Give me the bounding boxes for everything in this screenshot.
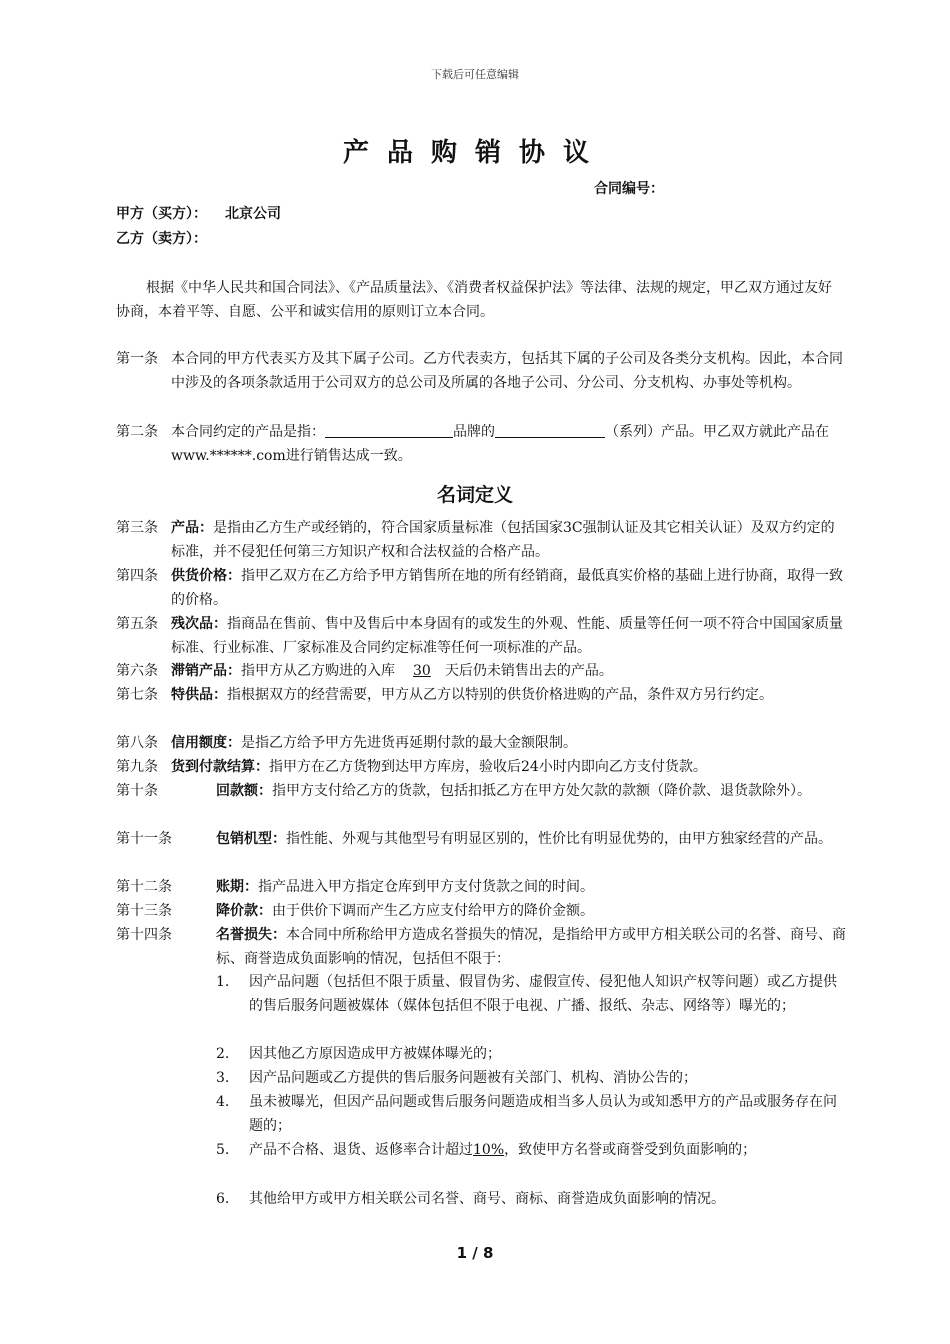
clause-11	[116, 828, 846, 852]
clause-number: 第一条	[116, 351, 158, 367]
brand-blank	[325, 422, 453, 438]
clause-number: 第九条	[116, 759, 158, 775]
clause-text: 指甲方在乙方货物到达甲方库房，验收后24小时内即向乙方支付货款。	[269, 759, 707, 775]
term: 特供品：	[171, 687, 227, 703]
term: 包销机型：	[216, 831, 286, 847]
term: 回款额：	[216, 783, 272, 799]
clause-2-part-3: （系列）产品。甲乙双方就此产品在www.******.com进行销售达成一致。	[171, 424, 829, 464]
list-item-5-part-2: ，致使甲方名誉或商誉受到负面影响的；	[504, 1142, 757, 1158]
clause-text	[171, 421, 846, 468]
clause-text: 指商品在售前、售中及售后中本身固有的或发生的外观、性能、质量等任何一项不符合中国国家质量标准、行业标准、厂家标准及合同约定标准等任何一项标准的产品。	[171, 616, 843, 656]
list-item	[216, 1139, 846, 1163]
clause-number: 第十一条	[116, 831, 172, 847]
list-item-number: 2.	[216, 1046, 230, 1062]
clause-3	[116, 517, 846, 564]
list-item-number: 5.	[216, 1142, 230, 1158]
clause-number: 第四条	[116, 568, 158, 584]
definitions-heading: 名词定义	[436, 484, 513, 506]
unsold-days-value: 30	[413, 663, 431, 679]
clause-number: 第三条	[116, 520, 158, 536]
clause-number: 第五条	[116, 616, 158, 632]
clause-text: 指性能、外观与其他型号有明显区别的，性价比有明显优势的，由甲方独家经营的产品。	[286, 831, 832, 847]
clause-text: 本合同的甲方代表买方及其下属子公司。乙方代表卖方，包括其下属的子公司及各类分支机构。因此，本合同中涉及的各项条款适用于公司双方的总公司及所属的各地子公司、分公司、分支机构、办事处等机构。	[171, 351, 843, 391]
clause-number: 第十二条	[116, 879, 172, 895]
clause-2	[116, 421, 846, 468]
clause-9	[116, 756, 846, 780]
clause-text: 指根据双方的经营需要，甲方从乙方以特别的供货价格进购的产品，条件双方另行约定。	[227, 687, 773, 703]
clause-text: 本合同中所称给甲方造成名誉损失的情况，是指给甲方或甲方相关联公司的名誉、商号、商标、商誉造成负面影响的情况，包括但不限于：	[216, 927, 846, 967]
clause-5	[116, 613, 846, 660]
term: 残次品：	[171, 616, 227, 632]
term: 名誉损失：	[216, 927, 286, 943]
clause-14	[116, 924, 846, 971]
clause-number: 第六条	[116, 663, 158, 679]
clause-text: 指甲乙双方在乙方给予甲方销售所在地的所有经销商，最低真实价格的基础上进行协商，取得一致的价格。	[171, 568, 843, 608]
term: 供货价格：	[171, 568, 241, 584]
term: 产品：	[171, 520, 213, 536]
list-item	[216, 1043, 846, 1067]
list-item-text: 因其他乙方原因造成甲方被媒体曝光的；	[249, 1046, 501, 1062]
term: 降价款：	[216, 903, 272, 919]
clause-2-part-1: 本合同约定的产品是指：	[171, 424, 325, 440]
clause-number: 第八条	[116, 735, 158, 751]
clause-number: 第二条	[116, 424, 158, 440]
clause-1	[116, 348, 846, 395]
intro-paragraph: 根据《中华人民共和国合同法》、《产品质量法》、《消费者权益保护法》等法律、法规的规定，甲乙双方通过友好协商，本着平等、自愿、公平和诚实信用的原则订立本合同。	[116, 280, 832, 320]
list-item-text	[249, 1139, 846, 1163]
clause-6-part-1: 指甲方从乙方购进的入库	[241, 663, 395, 679]
clause-text: 指产品进入甲方指定仓库到甲方支付货款之间的时间。	[258, 879, 594, 895]
party-a-label: 甲方（买方）：	[116, 206, 207, 222]
term: 货到付款结算：	[171, 759, 269, 775]
list-item-number: 1.	[216, 974, 230, 990]
clause-6-part-2: 天后仍未销售出去的产品。	[444, 663, 613, 679]
clause-number: 第十三条	[116, 903, 172, 919]
list-item-text: 因产品问题（包括但不限于质量、假冒伪劣、虚假宣传、侵犯他人知识产权等问题）或乙方提供的售后服务问题被媒体（媒体包括但不限于电视、广播、报纸、杂志、网络等）曝光的；	[249, 974, 837, 1014]
list-item-text: 因产品问题或乙方提供的售后服务问题被有关部门、机构、消协公告的；	[249, 1070, 697, 1086]
list-item-text: 虽未被曝光，但因产品问题或售后服务问题造成相当多人员认为或知悉甲方的产品或服务存在问题的；	[249, 1094, 837, 1134]
list-item-number: 4.	[216, 1094, 230, 1110]
page-indicator: 1 / 8	[456, 1244, 494, 1262]
term: 信用额度：	[171, 735, 241, 751]
term: 账期：	[216, 879, 258, 895]
series-blank	[495, 422, 605, 438]
term: 滞销产品：	[171, 663, 241, 679]
clause-number: 第七条	[116, 687, 158, 703]
clause-13	[116, 900, 846, 924]
list-item	[216, 971, 846, 1018]
party-a	[116, 203, 281, 223]
clause-2-part-2: 品牌的	[453, 424, 495, 440]
list-item-5-part-1: 产品不合格、退货、返修率合计超过	[249, 1142, 473, 1158]
clause-4	[116, 565, 846, 612]
party-a-value: 北京公司	[225, 206, 281, 222]
list-item-number: 3.	[216, 1070, 230, 1086]
header-note: 下载后可任意编辑	[431, 68, 519, 81]
clause-10	[116, 780, 846, 804]
party-b	[116, 228, 207, 248]
party-b-label: 乙方（卖方）：	[116, 231, 207, 247]
clause-12	[116, 876, 846, 900]
clause-text: 是指由乙方生产或经销的，符合国家质量标准（包括国家3C强制认证及其它相关认证）及双方约定的标准，并不侵犯任何第三方知识产权和合法权益的合格产品。	[171, 520, 835, 560]
clause-7	[116, 684, 846, 708]
clause-text: 是指乙方给予甲方先进货再延期付款的最大金额限制。	[241, 735, 577, 751]
clause-text: 指甲方支付给乙方的货款，包括扣抵乙方在甲方处欠款的款额（降价款、退货款除外）。	[272, 783, 811, 799]
list-item-text: 其他给甲方或甲方相关联公司名誉、商号、商标、商誉造成负面影响的情况。	[249, 1191, 725, 1207]
clause-number: 第十条	[116, 783, 158, 799]
document-title: 产品购销协议	[342, 138, 607, 168]
list-item	[216, 1091, 846, 1138]
return-rate-value: 10%	[473, 1142, 505, 1158]
clause-8	[116, 732, 846, 756]
clause-number: 第十四条	[116, 927, 172, 943]
contract-number-label: 合同编号：	[594, 181, 664, 197]
list-item	[216, 1067, 846, 1091]
list-item	[216, 1188, 846, 1212]
list-item-number: 6.	[216, 1191, 230, 1207]
clause-6	[116, 660, 846, 684]
clause-text: 由于供价下调而产生乙方应支付给甲方的降价金额。	[272, 903, 594, 919]
